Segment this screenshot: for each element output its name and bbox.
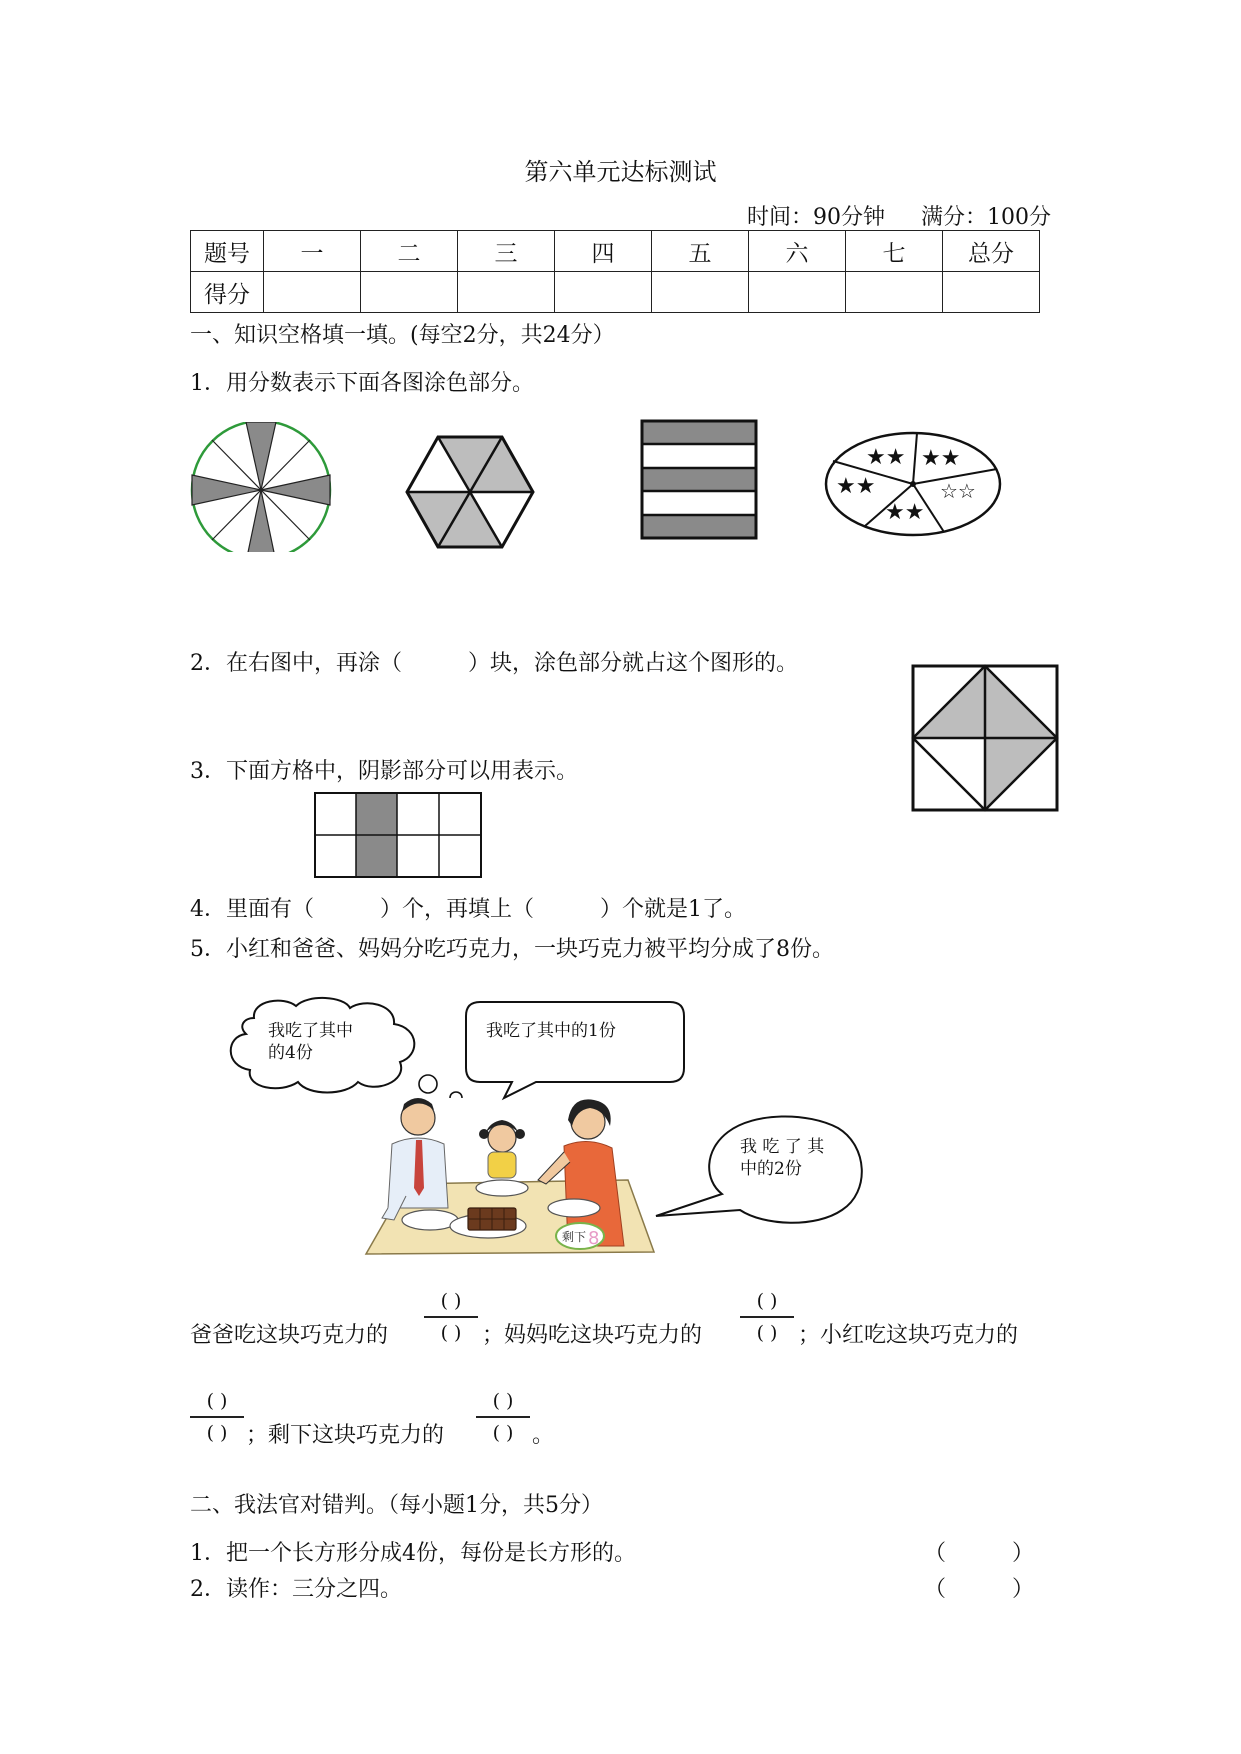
score-header-cell: 一 <box>264 231 361 272</box>
svg-text:8: 8 <box>588 1228 600 1249</box>
shaded-circle-figure <box>190 422 332 554</box>
star-ellipse-figure <box>824 431 1002 537</box>
score-header-cell: 四 <box>555 231 652 272</box>
diamond-square-figure <box>912 665 1058 811</box>
section2-heading: 二、我法官对错判。（每小题1分，共5分） <box>190 1493 603 1518</box>
score-header-cell: 六 <box>749 231 846 272</box>
judge-blank-1[interactable]: （ ） <box>924 1541 1035 1566</box>
score-input-cell[interactable] <box>749 272 846 313</box>
score-table-score-row <box>191 272 1040 313</box>
bubble-left-line1: 我吃了其中 <box>268 1021 353 1041</box>
time-limit: 时间：90分钟 <box>747 205 885 230</box>
score-header-cell: 二 <box>361 231 458 272</box>
answer-line1-dad: 爸爸吃这块巧克力的 <box>190 1323 389 1348</box>
score-table <box>190 230 1040 313</box>
fraction-denominator: ( ) <box>440 1322 462 1344</box>
score-header-cell: 总分 <box>943 231 1040 272</box>
fraction-numerator: ( ) <box>476 1388 530 1418</box>
full-score: 满分：100分 <box>921 205 1051 230</box>
score-header-cell: 题号 <box>191 231 264 272</box>
scene-sign-text: 剩下 <box>562 1230 587 1244</box>
answer-line2-remaining: ；剩下这块巧克力的 <box>246 1423 445 1448</box>
fraction-denominator: ( ) <box>206 1422 228 1444</box>
score-input-cell[interactable] <box>555 272 652 313</box>
thought-cloud-left <box>224 996 424 1096</box>
svg-text:★★: ★★ <box>866 445 906 470</box>
question-1-1: 1．用分数表示下面各图涂色部分。 <box>190 371 534 396</box>
answer-line1-mom: ；妈妈吃这块巧克力的 <box>482 1323 703 1348</box>
bubble-right-line1: 我 吃 了 其 <box>740 1137 825 1157</box>
score-table-header-row <box>191 231 1040 272</box>
fraction-blank-remaining[interactable] <box>476 1388 530 1446</box>
question-2-2: 2．读作：三分之四。 <box>190 1577 402 1602</box>
family-chocolate-illustration <box>366 1096 656 1258</box>
answer-line1-xiaohong: ；小红吃这块巧克力的 <box>798 1323 1019 1348</box>
score-input-cell[interactable] <box>264 272 361 313</box>
shaded-hexagon-figure <box>406 436 534 548</box>
fraction-blank-mom[interactable] <box>740 1288 794 1346</box>
question-2-1: 1．把一个长方形分成4份，每份是长方形的。 <box>190 1541 636 1566</box>
fraction-numerator: ( ) <box>740 1288 794 1318</box>
bubble-left-line2: 的4份 <box>268 1043 313 1063</box>
judge-blank-2[interactable]: （ ） <box>924 1577 1035 1602</box>
score-input-cell[interactable] <box>458 272 555 313</box>
score-input-cell[interactable] <box>361 272 458 313</box>
speech-bubble-middle <box>464 1000 688 1100</box>
bubble-right-line2: 中的2份 <box>740 1159 802 1179</box>
fraction-denominator: ( ) <box>756 1322 778 1344</box>
question-1-3: 3．下面方格中，阴影部分可以用表示。 <box>190 759 578 784</box>
section1-heading: 一、知识空格填一填。(每空2分，共24分） <box>190 323 615 348</box>
fraction-blank-dad[interactable] <box>424 1288 478 1346</box>
fraction-numerator: ( ) <box>424 1288 478 1318</box>
time-info <box>747 200 1051 231</box>
fraction-blank-xiaohong[interactable] <box>190 1388 244 1446</box>
bubble-middle-text: 我吃了其中的1份 <box>486 1021 616 1041</box>
question-1-5: 5．小红和爸爸、妈妈分吃巧克力，一块巧克力被平均分成了8份。 <box>190 937 834 962</box>
score-header-cell: 七 <box>846 231 943 272</box>
question-1-4: 4．里面有（ ）个，再填上（ ）个就是1了。 <box>190 897 746 922</box>
score-input-cell[interactable] <box>652 272 749 313</box>
score-header-cell: 五 <box>652 231 749 272</box>
svg-text:☆☆: ☆☆ <box>940 479 976 503</box>
shaded-strips-figure <box>641 420 757 540</box>
score-input-cell[interactable] <box>943 272 1040 313</box>
score-header-cell: 三 <box>458 231 555 272</box>
score-input-cell[interactable] <box>846 272 943 313</box>
svg-text:★★: ★★ <box>836 474 876 499</box>
answer-line2-end: 。 <box>532 1423 555 1448</box>
page-title: 第六单元达标测试 <box>524 158 717 186</box>
shaded-grid-figure <box>314 792 482 878</box>
svg-text:★★: ★★ <box>885 500 925 525</box>
fraction-numerator: ( ) <box>190 1388 244 1418</box>
svg-text:★★: ★★ <box>921 446 961 471</box>
question-1-2: 2．在右图中，再涂（ ）块，涂色部分就占这个图形的。 <box>190 651 798 676</box>
fraction-denominator: ( ) <box>492 1422 514 1444</box>
score-row-label: 得分 <box>191 272 264 313</box>
